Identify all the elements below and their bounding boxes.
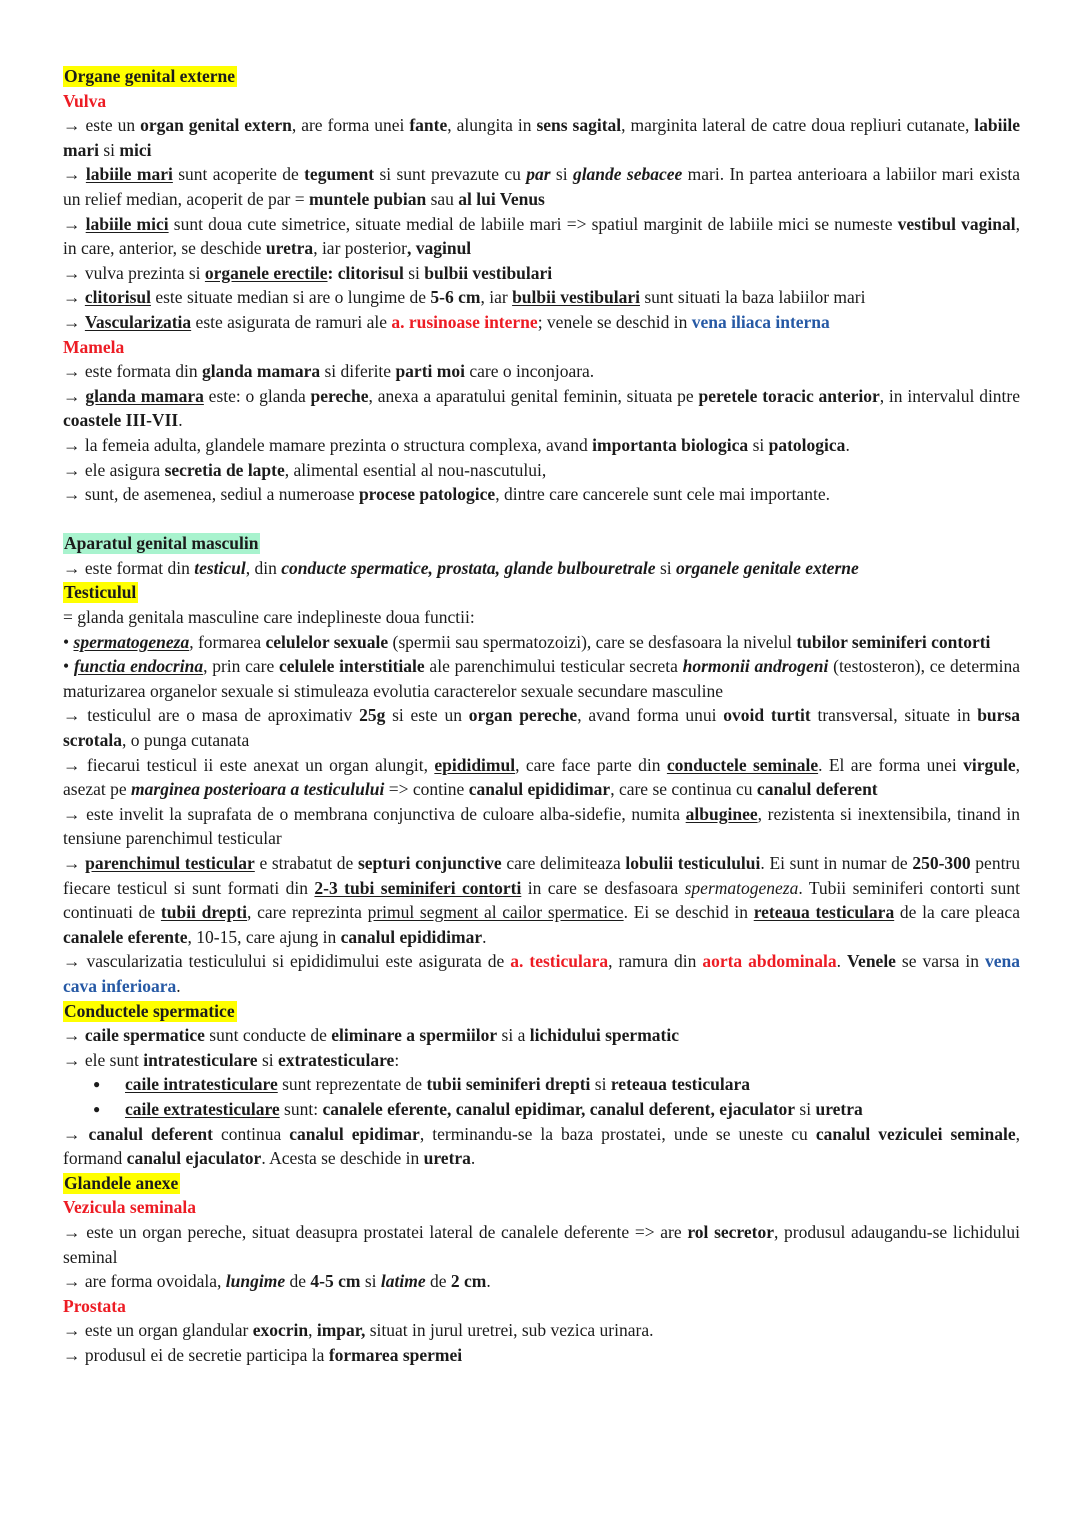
text-run: sunt situati la baza labiilor mari — [639, 287, 866, 308]
text-run: , alungita in — [447, 115, 537, 136]
paragraph — [63, 1122, 1020, 1171]
text-run: si diferite — [320, 361, 396, 382]
text-run: al lui Venus — [458, 188, 545, 209]
text-run: spermatogeneza — [73, 631, 190, 652]
text-run: primul segment al cailor spermatice — [367, 902, 624, 923]
paragraph — [63, 1343, 1020, 1368]
text-run: caile intratesticulare — [125, 1074, 278, 1095]
text-run: si a — [497, 1025, 530, 1046]
text-run: de — [285, 1271, 311, 1292]
paragraph — [63, 1220, 1020, 1269]
text-run: lobulii testiculului — [625, 853, 761, 873]
text-run: , vaginul — [406, 238, 472, 259]
bullet-icon: ● — [93, 1101, 101, 1116]
text-run: organ genital extern — [140, 115, 292, 136]
text-run: → este format din — [63, 557, 195, 578]
text-run: in care se desfasoara — [521, 877, 685, 898]
highlight-span — [63, 533, 260, 554]
text-run: organele erectile — [204, 262, 328, 283]
paragraph — [63, 949, 1020, 998]
paragraph — [63, 605, 1020, 630]
text-run: bulbii vestibulari — [512, 287, 640, 308]
text-run: canalul deferent — [88, 1123, 213, 1144]
text-run: tubilor seminiferi contorti — [796, 631, 991, 652]
paragraph — [63, 703, 1020, 752]
section-heading — [63, 335, 1020, 360]
text-run: labiile mici — [85, 213, 169, 234]
text-run: canalul epididimar — [468, 779, 611, 800]
text-run: , care reprezinta — [247, 902, 368, 923]
text-run: , iar — [480, 287, 513, 308]
text-run: , care face parte din — [515, 754, 667, 775]
text-run: pentru fiecare testicul si sunt formati din — [63, 853, 1021, 898]
text-run: caile spermatice — [84, 1025, 205, 1046]
text-run: = glanda genitala masculine care indeplineste doua functii: — [63, 607, 475, 628]
text-run: canalul ejaculator — [126, 1148, 262, 1169]
text-run: (testosteron), ce determina maturizarea organelor sexuale si stimuleaza evolutia caracterelor sexuale secundare masculine — [63, 656, 1020, 701]
paragraph — [63, 384, 1020, 433]
text-run: , prin care — [203, 656, 280, 677]
text-run: → testiculul are o masa de aproximativ — [63, 705, 360, 726]
text-run: reteaua testiculara — [753, 902, 895, 923]
paragraph — [63, 1048, 1020, 1073]
text-run: , in care, anterior, se deschide — [63, 213, 1020, 259]
text-run: → fiecarui testicul ii este anexat un organ alungit, — [63, 754, 435, 775]
text-run: Testiculul — [64, 582, 137, 603]
text-run: canalul epididimar — [340, 926, 483, 947]
text-run: → sunt, de asemenea, sediul a numeroase — [63, 484, 359, 505]
text-run: → este un — [63, 115, 141, 136]
text-run: → este formata din — [63, 361, 202, 382]
text-run: secretia de lapte — [164, 459, 285, 480]
paragraph — [63, 285, 1020, 310]
text-run: canalele eferente, canalul epidimar, canalul deferent, ejaculator — [322, 1098, 796, 1119]
text-run: Mamela — [63, 336, 125, 357]
text-run: → la femeia adulta, glandele mamare prezinta o structura complexa, avand — [63, 434, 593, 455]
text-run: 5-6 cm — [430, 287, 481, 308]
text-run: => contine — [384, 779, 469, 800]
text-run: coastele III-VII — [63, 410, 179, 431]
text-run: Prostata — [63, 1295, 126, 1316]
text-run: , — [308, 1320, 317, 1341]
text-run: , asezat pe — [63, 754, 1020, 800]
text-run: , formarea — [189, 631, 266, 652]
text-run: vestibul vaginal — [897, 213, 1016, 234]
text-run: sunt reprezentate de — [277, 1074, 427, 1095]
text-run: , ramura din — [608, 951, 703, 972]
text-run: → — [63, 385, 86, 406]
text-run: si — [403, 262, 425, 283]
text-run: 25g — [359, 705, 386, 726]
text-run: uretra — [815, 1098, 863, 1119]
text-run: si este un — [385, 705, 469, 726]
text-run: vena iliaca interna — [691, 311, 830, 332]
paragraph — [63, 1023, 1020, 1048]
text-run: marginea posterioara a testiculului — [131, 779, 385, 800]
text-run: parti moi — [395, 361, 465, 382]
text-run: se varsa in — [895, 951, 985, 972]
text-run: care o inconjoara. — [464, 361, 595, 382]
text-run: → este un organ pereche, situat deasupra prostatei lateral de canalele deferente => are — [63, 1221, 688, 1242]
text-run: , din — [245, 557, 282, 578]
section-heading — [63, 999, 1020, 1024]
text-run: uretra — [265, 238, 314, 259]
text-run: sunt doua cute simetrice, situate medial de labiile mari => spatiul marginit de labiile mici se numeste — [168, 213, 898, 234]
text-run: → — [63, 853, 86, 873]
bullet-text — [125, 1072, 1020, 1097]
highlight-span — [63, 1001, 237, 1022]
text-run: si — [360, 1271, 381, 1292]
text-run: tubii drepti — [160, 902, 247, 923]
text-run: canalele eferente — [63, 926, 188, 947]
text-run: eliminare a spermiilor — [331, 1025, 498, 1046]
text-run: → produsul ei de secretie participa la — [63, 1344, 329, 1365]
text-run: si — [550, 164, 573, 185]
text-run: sunt: — [279, 1098, 323, 1119]
text-run: intratesticulare — [143, 1049, 258, 1070]
text-run: : — [394, 1049, 400, 1070]
text-run: si — [655, 557, 676, 578]
text-run: → ele asigura — [63, 459, 165, 480]
section-heading — [63, 1195, 1020, 1220]
text-run: Glandele anexe — [64, 1172, 179, 1193]
text-run: spermatogeneza — [684, 877, 799, 898]
text-run: bulbii vestibulari — [424, 262, 553, 283]
text-run: . — [178, 410, 183, 431]
text-run: → vulva prezinta si — [63, 262, 205, 283]
text-run: . — [470, 1148, 476, 1169]
text-run: , rezistenta si inextensibila, tinand in tensiune parenchimul testicular — [63, 803, 1020, 849]
text-run: peretele toracic anterior — [698, 385, 880, 406]
text-run: reteaua testiculara — [610, 1074, 751, 1095]
text-run: si — [98, 139, 120, 160]
text-run: 2-3 tubi seminiferi contorti — [314, 877, 522, 898]
text-run: patologica — [768, 434, 846, 455]
text-run: , avand forma unui — [577, 705, 724, 726]
text-run: si — [795, 1098, 816, 1119]
text-run: rol secretor — [687, 1221, 774, 1242]
blank-line — [63, 507, 1020, 532]
text-run: : — [327, 262, 338, 283]
text-run: conducte spermatice, prostata, glande bulbouretrale — [281, 557, 656, 578]
highlight-span — [63, 582, 138, 603]
text-run: , alimental esential al nou-nascutului, — [284, 459, 547, 480]
text-run: functia endocrina — [73, 656, 204, 677]
text-run: labiile mari — [85, 164, 173, 185]
text-run: uretra — [423, 1148, 471, 1169]
text-run: e strabatut de — [254, 853, 358, 873]
text-run: epididimul — [434, 754, 516, 775]
paragraph — [63, 433, 1020, 458]
paragraph — [63, 359, 1020, 384]
section-heading — [63, 580, 1020, 605]
section-heading — [63, 1171, 1020, 1196]
text-run: . — [836, 951, 848, 972]
bullet-item — [63, 1097, 1020, 1122]
text-run: → vascularizatia testiculului si epididimului este asigurata de — [63, 951, 511, 972]
highlight-span — [63, 1173, 180, 1194]
text-run: sunt conducte de — [204, 1025, 332, 1046]
text-run: , 10-15, care ajung in — [187, 926, 341, 947]
text-run: → — [63, 1025, 85, 1046]
text-run: , marginita lateral de catre doua repliuri cutanate, — [621, 115, 975, 136]
text-run: , dintre care cancerele sunt cele mai importante. — [495, 484, 830, 505]
text-run: impar, — [316, 1320, 366, 1341]
text-run: (spermii sau spermatozoizi), care se desfasoara la nivelul — [388, 631, 797, 652]
text-run: si sunt prevazute cu — [374, 164, 527, 185]
text-run: muntele pubian — [309, 188, 427, 209]
text-run: canalul veziculei seminale — [815, 1123, 1016, 1144]
text-run: situat in jurul uretrei, sub vezica urinara. — [365, 1320, 654, 1341]
text-run: → este invelit la suprafata de o membrana conjunctiva de culoare alba-sidefie, numita — [63, 803, 686, 824]
paragraph — [63, 802, 1020, 851]
text-run: ; venele se deschid in — [537, 311, 692, 332]
text-run: , produsul adaugandu-se lichidului seminal — [63, 1221, 1020, 1267]
section-heading — [63, 64, 1020, 89]
paragraph — [63, 212, 1020, 261]
text-run: . Acesta se deschide in — [261, 1148, 424, 1169]
text-run: Vezicula seminala — [63, 1197, 197, 1218]
paragraph — [63, 310, 1020, 335]
text-run: . El are forma unei — [818, 754, 964, 775]
text-run: , anexa a aparatului genital feminin, situata pe — [368, 385, 699, 406]
text-run: . Tubii seminiferi contorti sunt continuati de — [63, 877, 1020, 923]
paragraph — [63, 851, 1020, 949]
text-run: de la care pleaca — [894, 902, 1020, 923]
text-run: celulelor sexuale — [265, 631, 389, 652]
text-run: continua — [212, 1123, 290, 1144]
text-run: → — [63, 287, 85, 308]
text-run: extratesticulare — [278, 1049, 395, 1070]
text-run: , iar posterior — [313, 238, 407, 259]
text-run: . Ei sunt in numar de — [760, 853, 913, 873]
text-run: albuginee — [685, 803, 758, 824]
text-run: → — [63, 164, 86, 185]
text-run: sens sagital — [536, 115, 622, 136]
paragraph — [63, 630, 1020, 655]
text-run: • — [63, 631, 74, 652]
text-run: pereche — [310, 385, 369, 406]
text-run: clitorisul — [84, 287, 151, 308]
text-run: de — [425, 1271, 451, 1292]
text-run: lichidului spermatic — [529, 1025, 679, 1046]
text-run: Organe genital externe — [64, 66, 236, 86]
text-run: este asigurata de ramuri ale — [191, 311, 392, 332]
text-run: sunt acoperite de — [172, 164, 305, 185]
text-run: 4-5 cm — [310, 1271, 361, 1292]
text-run: mici — [119, 139, 152, 160]
text-run: , formand — [63, 1123, 1020, 1169]
text-run: → — [63, 213, 86, 234]
text-run: . — [486, 1271, 491, 1292]
paragraph — [63, 113, 1020, 162]
text-run: organele genitale externe — [676, 557, 859, 578]
text-run: → are forma ovoidala, — [63, 1271, 226, 1292]
text-run: . Ei se deschid in — [623, 902, 754, 923]
paragraph — [63, 654, 1020, 703]
text-run: organ pereche — [468, 705, 578, 726]
paragraph — [63, 162, 1020, 211]
text-run: parenchimul testicular — [85, 853, 255, 873]
text-run: , o punga cutanata — [121, 730, 250, 751]
text-run: virgule — [963, 754, 1016, 775]
text-run: . — [845, 434, 850, 455]
text-run: testicul — [194, 557, 246, 578]
text-run: , are forma unei — [291, 115, 410, 136]
text-run: 2 cm — [450, 1271, 487, 1292]
text-run: formarea spermei — [328, 1344, 463, 1365]
text-run: aorta abdominala — [702, 951, 837, 972]
paragraph — [63, 1318, 1020, 1343]
text-run: a. rusinoase interne — [391, 311, 538, 332]
text-run: transversal, situate in — [810, 705, 978, 726]
paragraph — [63, 261, 1020, 286]
text-run: glanda mamara — [85, 385, 204, 406]
text-run: , in intervalul dintre — [879, 385, 1021, 406]
text-run: tegument — [304, 164, 375, 185]
text-run: si — [590, 1074, 611, 1095]
text-run: tubii seminiferi drepti — [426, 1074, 591, 1095]
text-run: sau — [426, 188, 459, 209]
text-run: 250-300 — [912, 853, 971, 873]
section-heading — [63, 89, 1020, 114]
text-run: → este un organ glandular — [63, 1320, 253, 1341]
text-run: latime — [380, 1271, 426, 1292]
section-heading — [63, 1294, 1020, 1319]
text-run: • — [63, 656, 74, 677]
bullet-item — [63, 1072, 1020, 1097]
bullet-icon: ● — [93, 1077, 101, 1092]
text-run: vena cava inferioara — [63, 951, 1020, 996]
text-run: bursa scrotala — [63, 705, 1020, 751]
bullet-text — [125, 1097, 1020, 1122]
text-run: conductele seminale — [666, 754, 819, 775]
text-run: septuri conjunctive — [357, 853, 502, 873]
text-run: → — [63, 1123, 89, 1144]
text-run: si — [748, 434, 769, 455]
text-run: care delimiteaza — [501, 853, 626, 873]
text-run: clitorisul — [337, 262, 404, 283]
text-run: glanda mamara — [201, 361, 321, 382]
text-run: si — [257, 1049, 279, 1070]
text-run: importanta biologica — [592, 434, 749, 455]
section-heading — [63, 531, 1020, 556]
text-run: Venele — [847, 951, 896, 972]
paragraph — [63, 1269, 1020, 1294]
text-run: mari. In partea anterioara a labiilor mari exista un relief median, acoperit de par = — [63, 164, 1021, 209]
text-run: fante — [409, 115, 448, 136]
text-run: glande sebacee — [572, 164, 683, 185]
text-run: . — [482, 926, 487, 947]
paragraph — [63, 482, 1020, 507]
text-run: exocrin — [252, 1320, 309, 1341]
paragraph — [63, 556, 1020, 581]
text-run: ovoid turtit — [723, 705, 811, 726]
text-run: , care se continua cu — [610, 779, 757, 800]
text-run: canalul epidimar — [289, 1123, 420, 1144]
text-run: hormonii androgeni — [682, 656, 829, 677]
paragraph — [63, 753, 1020, 802]
text-run: lungime — [225, 1271, 286, 1292]
text-run: , terminandu-se la baza prostatei, unde se uneste cu — [419, 1123, 816, 1144]
text-run: este: o glanda — [203, 385, 311, 406]
text-run: → ele sunt — [63, 1049, 144, 1070]
text-run: caile extratesticulare — [125, 1098, 280, 1119]
text-run: Vulva — [63, 90, 107, 111]
text-run: a. testiculara — [510, 951, 609, 972]
highlight-span — [63, 66, 237, 87]
text-run: procese patologice — [358, 484, 496, 505]
text-run: Aparatul genital masculin — [64, 533, 259, 554]
paragraph — [63, 458, 1020, 483]
text-run: celulele interstitiale — [279, 656, 425, 677]
text-run: labiile mari — [63, 115, 1020, 160]
text-run: canalul deferent — [756, 779, 878, 800]
text-run: . — [176, 975, 181, 996]
text-run: Vascularizatia — [84, 311, 192, 332]
text-run: este situate median si are o lungime de — [150, 287, 431, 308]
text-run: → — [63, 311, 85, 332]
text-run: Conductele spermatice — [64, 1000, 235, 1021]
text-run: par — [526, 164, 551, 185]
text-run: ale parenchimului testicular secreta — [424, 656, 683, 677]
